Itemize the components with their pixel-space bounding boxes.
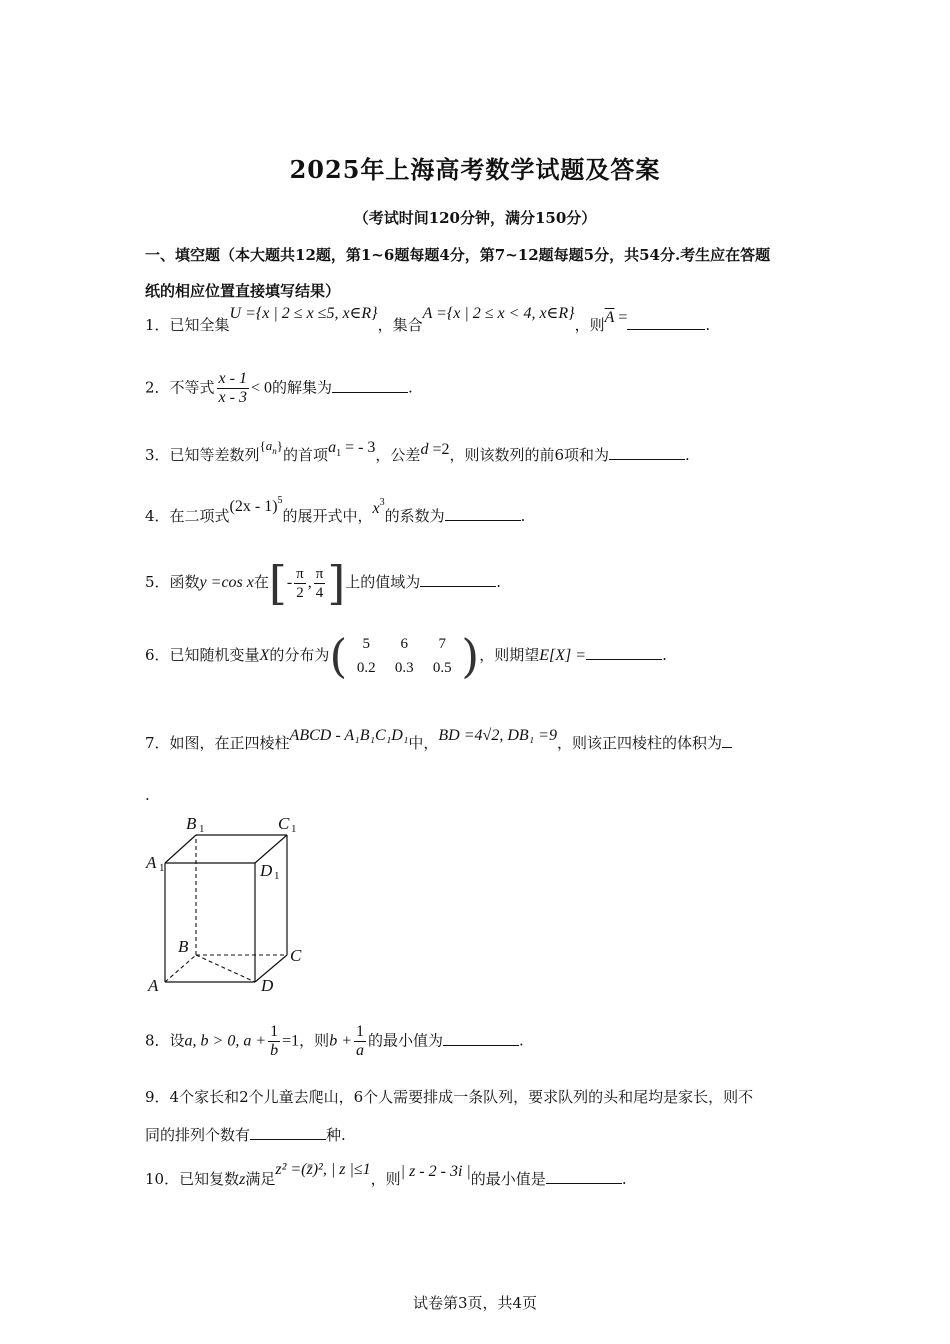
section-heading-line1: 一、填空题（本大题共12题，第1~6题每题4分，第7~12题每题5分，共54分.考生应在答题 (145, 246, 771, 264)
page-footer: 试卷第3页，共4页 (412, 1294, 538, 1312)
answer-blank (586, 645, 662, 660)
question-7: 7．如图，在正四棱柱ABCD - A₁B₁C₁D₁中，BD =4√2, DB₁ =9，则该正四棱柱的体积为 (145, 732, 732, 753)
question-6: 6．已知随机变量X的分布为( 5 6 7 0.2 0.3 0.5 )，则期望E[X] = . (145, 629, 667, 683)
answer-blank (250, 1125, 326, 1140)
question-8: 8．设a, b > 0, a + $\frac{1}{b}$ =1，则b + $\frac{1}{a}$ 的最小值为 . (145, 1023, 524, 1059)
answer-blank (420, 572, 496, 587)
label-d1: D (260, 861, 273, 880)
answer-blank (609, 445, 685, 460)
label-b1: B (186, 814, 197, 833)
set-a: A ={x | 2 ≤ x < 4, x∈R} (422, 305, 575, 322)
answer-blank (445, 506, 521, 521)
section-heading-line2: 纸的相应位置直接填写结果） (145, 282, 341, 300)
svg-text:1: 1 (159, 862, 165, 874)
question-3: 3．已知等差数列$\{a_n\}$的首项$a_1$ = - 3，公差d =2，则该数列的前6项和为 . (145, 438, 690, 464)
edge-a1b1 (165, 835, 196, 863)
label-b: B (178, 937, 189, 956)
question-2: 2．不等式 $\frac{x - 1}{x - 3}$ < 0的解集为 . (145, 370, 413, 406)
set-u: U ={x | 2 ≤ x ≤5, x∈R} (229, 305, 378, 322)
hidden-edge-bd (196, 955, 255, 982)
question-5: 5．函数y =cos x在[- $\frac{\pi}{2}$ , $\frac{\pi}{4}$ ]上的值域为 . (145, 556, 502, 610)
svg-text:1: 1 (274, 870, 280, 882)
question-10: 10．已知复数z满足z² =(z̄)², | z |≤1，则| z - 2 - 3i |的最小值是 . (145, 1161, 627, 1188)
label-a1: A (146, 853, 157, 872)
label-a: A (148, 976, 159, 995)
answer-blank (443, 1031, 519, 1046)
svg-text:1: 1 (291, 823, 297, 835)
edge-d1c1 (255, 835, 287, 863)
answer-blank (722, 733, 732, 748)
question-4: 4．在二项式(2x - 1)$^5$的展开式中，$x^3$的系数为 . (145, 495, 526, 525)
distribution-table: 5 6 7 0.2 0.3 0.5 (356, 636, 452, 676)
label-c1: C (278, 814, 290, 833)
question-9-line2: 同的排列个数有 种. (145, 1126, 346, 1144)
exam-info: （考试时间120分钟，满分150分） (353, 209, 597, 227)
label-c: C (290, 946, 302, 965)
question-9-line1: 9．4个家长和2个儿童去爬山，6个人需要排成一条队列，要求队列的头和尾均是家长，则不 (145, 1088, 754, 1106)
answer-blank (627, 315, 705, 330)
prism-figure (140, 808, 320, 998)
question-7-line2: . (145, 786, 150, 804)
answer-blank (546, 1169, 622, 1184)
question-1: 1．已知全集U ={x | 2 ≤ x ≤5, x∈R}，集合A ={x | 2 ≤ x < 4, x∈R}，则$\overline{A}$ = . (145, 305, 711, 334)
label-d: D (261, 976, 274, 995)
fraction: $\frac{x - 1}{x - 3}$ (218, 370, 247, 406)
svg-text:1: 1 (199, 823, 205, 835)
answer-blank (332, 378, 408, 393)
page-title: 2025年上海高考数学试题及答案 (289, 155, 661, 184)
hidden-edge-ab (165, 955, 196, 982)
complement-a: $\overline{A}$ (604, 309, 615, 326)
